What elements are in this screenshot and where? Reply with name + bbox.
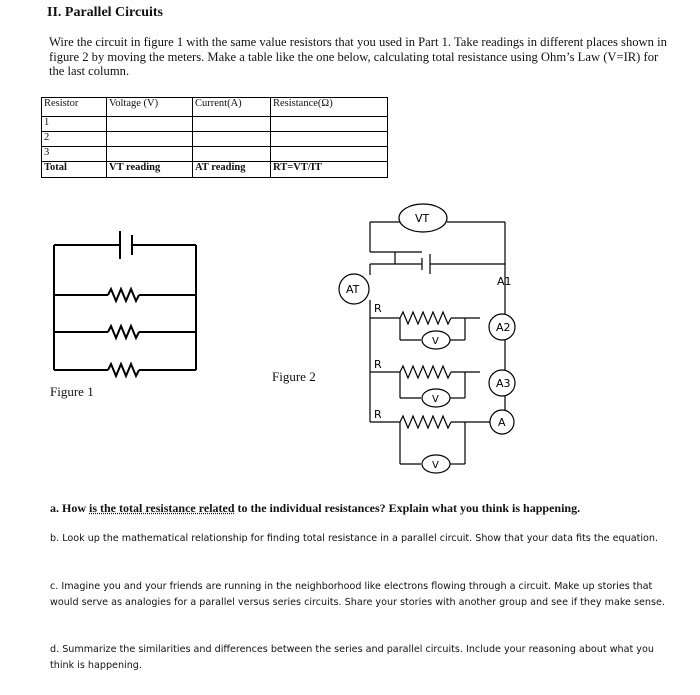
label-at: AT — [346, 283, 360, 296]
figure2-caption: Figure 2 — [272, 369, 316, 384]
label-a1: A1 — [497, 275, 512, 288]
figure1-circuit — [40, 225, 210, 385]
label-r3: R — [374, 408, 382, 421]
question-a-suffix: to the individual resistances? Explain what you think is happening. — [234, 501, 581, 515]
table-row — [42, 132, 388, 147]
label-r2: R — [374, 358, 382, 371]
table-cell — [271, 147, 388, 162]
table-cell — [271, 132, 388, 147]
table-cell — [193, 117, 271, 132]
label-r1: R — [374, 302, 382, 315]
figure2-circuit — [325, 200, 535, 480]
table-total-row — [42, 162, 388, 178]
table-row — [42, 147, 388, 162]
header-resistance: Resistance(Ω) — [271, 98, 388, 117]
header-voltage: Voltage (V) — [107, 98, 193, 117]
table-cell — [107, 147, 193, 162]
question-c: c. Imagine you and your friends are running in the neighborhood like electrons flowing through a circuit. Make up stories that would serve as analogies for a parallel versus series circuits. Share your stories with another group and see if they make sense. — [50, 581, 665, 608]
table-cell — [271, 117, 388, 132]
question-b: b. Look up the mathematical relationship for finding total resistance in a parallel circuit. Show that your data fits the equation. — [50, 533, 659, 544]
total-label: Total — [42, 162, 107, 178]
intro-paragraph: Wire the circuit in figure 1 with the same value resistors that you used in Part 1. Take readings in different places shown in figure 2 by moving the meters. Make a table like the one below, calculating total resistance using Ohm’s Law (V=IR) for the last column. — [49, 35, 667, 78]
table-row — [42, 117, 388, 132]
figure1-caption: Figure 1 — [50, 384, 94, 399]
table-cell: 1 — [42, 117, 107, 132]
header-resistor: Resistor — [42, 98, 107, 117]
table-cell — [193, 132, 271, 147]
label-vt: VT — [415, 212, 430, 225]
table-cell — [107, 132, 193, 147]
total-resistance: RT=VT/IT — [271, 162, 388, 178]
label-a2: A2 — [496, 321, 511, 334]
label-v1: V — [432, 336, 439, 347]
total-current: AT reading — [193, 162, 271, 178]
question-a-underlined: is the total resistance related — [89, 501, 235, 515]
table-cell — [107, 117, 193, 132]
section-heading: II. Parallel Circuits — [47, 5, 164, 20]
question-a-prefix: a. How — [50, 501, 89, 515]
resistor-1 — [54, 289, 196, 301]
label-v3: V — [432, 460, 439, 471]
header-current: Current(A) — [193, 98, 271, 117]
data-table — [41, 97, 388, 178]
label-a3: A3 — [496, 377, 511, 390]
label-v2: V — [432, 394, 439, 405]
question-a — [50, 500, 670, 516]
table-cell — [193, 147, 271, 162]
question-d: d. Summarize the similarities and differences between the series and parallel circuits. Include your reasoning about what you think is happening. — [50, 644, 654, 671]
label-a: A — [498, 416, 506, 429]
resistor-3 — [54, 364, 196, 376]
table-header-row — [42, 98, 388, 117]
table-cell: 3 — [42, 147, 107, 162]
table-cell: 2 — [42, 132, 107, 147]
total-voltage: VT reading — [107, 162, 193, 178]
resistor-2 — [54, 326, 196, 338]
